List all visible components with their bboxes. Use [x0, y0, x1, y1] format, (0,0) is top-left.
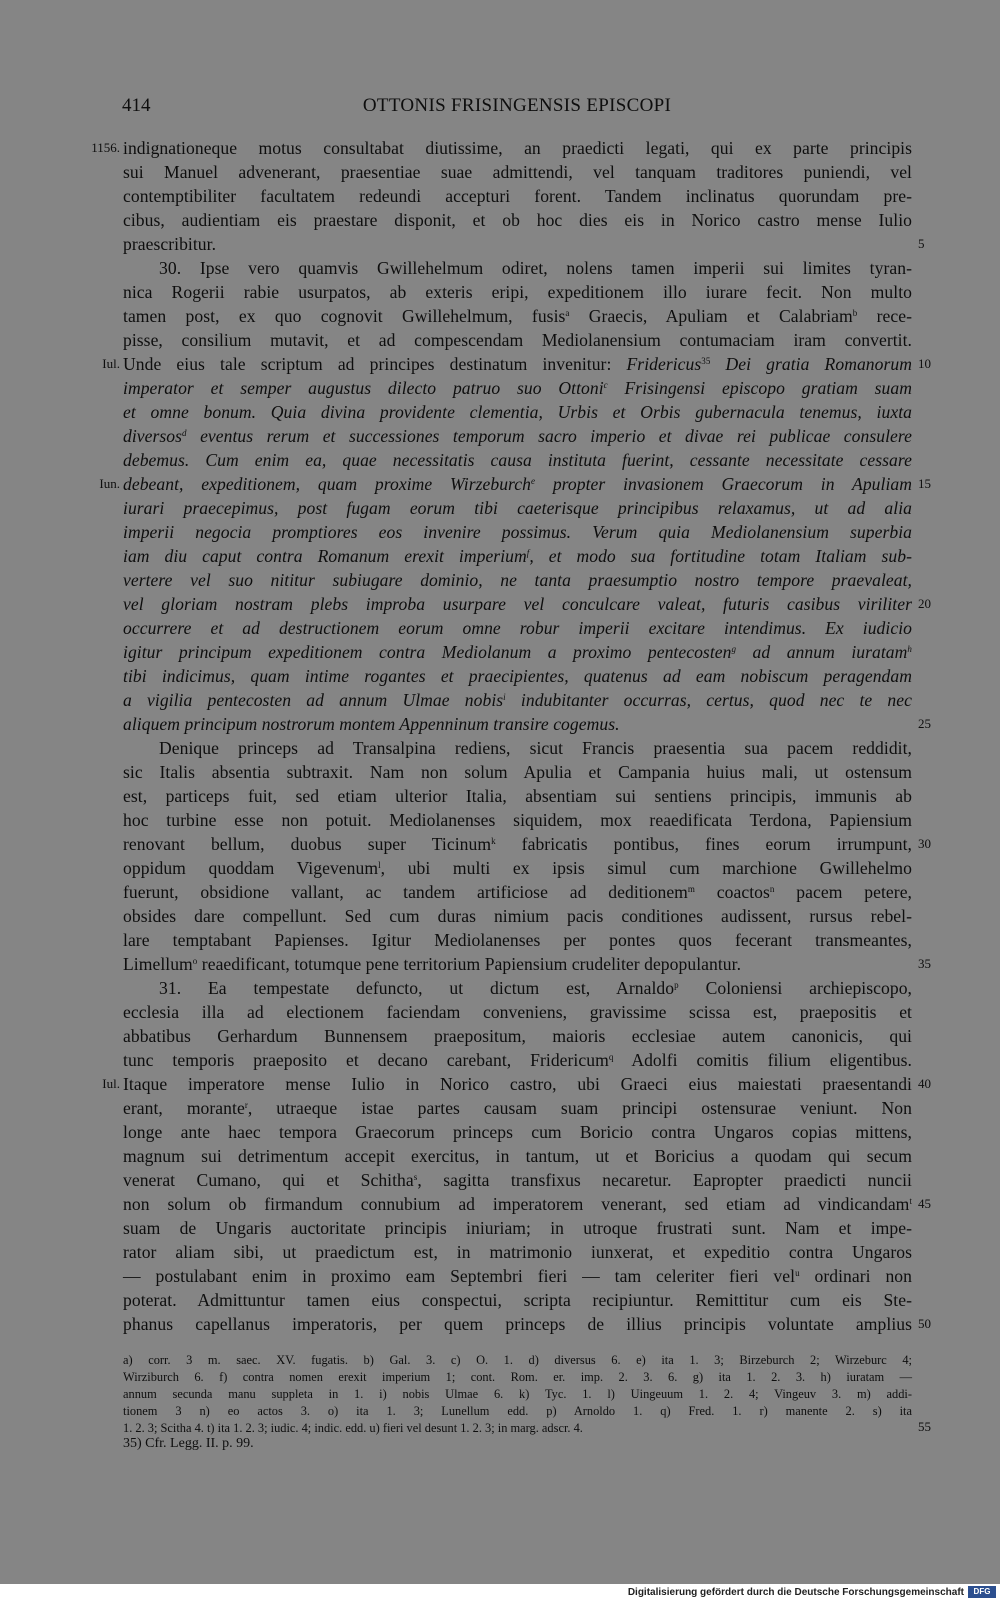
text-line: Limellum$^o$ reaedificant, totumque pene territorium Papiensium crudeliter depopulantur. [123, 954, 742, 974]
text-line: obsides dare compellunt. Sed cum duras nimium pacis conditiones audissent, rursus rebel- [123, 906, 912, 926]
funding-credit: Digitalisierung gefördert durch die Deutsche Forschungsgemeinschaft [627, 1587, 964, 1598]
critical-apparatus [123, 1352, 912, 1437]
text-line: est, particeps fuit, sed etiam ulterior Italia, absentiam sui sentiens principis, immunis ab [123, 786, 912, 806]
line-number-45: 45 [918, 1196, 931, 1211]
text-line: occurrere et ad destructionem eorum omne robur imperii excitare intendimus. Ex iudicio [123, 618, 912, 638]
text-line: et omne bonum. Quia divina providente clementia, Urbis et Orbis gubernacula tenemus, iuxta [123, 402, 912, 422]
text-line: tamen post, ex quo cognovit Gwillehelmum, fusis$^a$ Graecis, Apuliam et Calabriam$^b$ rece- [123, 306, 913, 326]
line-number-50: 50 [918, 1316, 931, 1331]
text-line: 31. Ea tempestate defuncto, ut dictum est, Arnaldo$^p$ Coloniensi archiepiscopo, [159, 978, 912, 998]
text-line: diversos$^d$ eventus rerum et successiones temporum sacro imperio et divae rei publicae consulere [123, 426, 912, 446]
text-line: tunc temporis praeposito et decano carebant, Fridericum$^q$ Adolfi comitis filium eligentibus. [123, 1050, 912, 1070]
line-number-20: 20 [918, 596, 931, 611]
line-number-30: 30 [918, 836, 931, 851]
text-line: 30. Ipse vero quamvis Gwillehelmum odiret, nolens tamen imperii sui limites tyran- [159, 258, 912, 278]
text-line: rator aliam sibi, ut praedictum est, in matrimonio iunxerat, et expeditio contra Ungaros [123, 1242, 912, 1262]
digitization-footer [0, 1584, 1000, 1601]
line-number-40: 40 [918, 1076, 931, 1091]
text-line: vel gloriam nostram plebs improba usurpare vel conculcare valeat, futuris casibus viriliter [123, 594, 912, 614]
main-text [123, 136, 912, 1336]
text-line: cibus, audientiam eis praestare disponit, et ob hoc dies eis in Norico castro mense Iulio [123, 210, 912, 230]
text-line: imperator et semper augustus dilecto patruo suo Ottoni$^c$ Frisingensi episcopo gratiam suam [123, 378, 912, 398]
text-line: iurari praecepimus, post fugam eorum tibi caeterisque principibus relaxamus, ut ad alia [123, 498, 912, 518]
text-line: debemus. Cum enim ea, quae necessitatis causa instituta fuerint, cessante necessitate cessare [123, 450, 912, 470]
text-line: ecclesia illa ad electionem faciendam conveniens, gravissime scissa est, praepositis et [123, 1002, 912, 1022]
text-line: contemptibiliter facultatem redeundi accepturi forent. Tandem inclinatus quorundam pre- [123, 186, 912, 206]
line-number-5: 5 [918, 236, 925, 251]
text-line: abbatibus Gerhardum Bunnensem praepositum, maioris ecclesiae autem canonicis, qui [123, 1026, 912, 1046]
text-line: renovant bellum, duobus super Ticinum$^k$ fabricatis pontibus, fines eorum irrumpunt, [123, 834, 913, 854]
apparatus-line: a) corr. 3 m. saec. XV. fugatis. b) Gal. 3. c) O. 1. d) diversus 6. e) ita 1. 3; Birzeburch 2; Wirzeburc 4; [123, 1353, 912, 1367]
text-line: longe ante haec tempora Graecorum princeps cum Boricio contra Ungaros copias mittens, [123, 1122, 912, 1142]
text-line: poterat. Admittuntur tamen eius conspectui, scripta recipiuntur. Remittitur cum eis Ste- [123, 1290, 912, 1310]
apparatus-line: tionem 3 n) eo actos 3. o) ita 1. 3; Lunellum edd. p) Arnoldo 1. q) Fred. 1. r) manente 2. s) ita [123, 1404, 912, 1418]
text-line: suam de Ungaris auctoritate principis iniuriam; in utroque frustrati sunt. Nam et impe- [123, 1218, 912, 1238]
apparatus-line: annum secunda manu suppleta in 1. i) nobis Ulmae 6. k) Tyc. 1. l) Uingeuum 1. 2. 4; Vingeuv 3. m) addi- [123, 1387, 912, 1401]
running-title: OTTONIS FRISINGENSIS EPISCOPI [362, 95, 672, 116]
text-line: non solum ob firmandum connubium ad imperatorem venerant, sed etiam ad vindicandam$^t$ [123, 1194, 912, 1214]
text-line: igitur principum expeditionem contra Mediolanum a proximo pentecosten$^g$ ad annum iuratam$^h$ [123, 642, 912, 662]
margin-month-iun: Iun. [99, 476, 120, 491]
text-line: nica Rogerii rabie usurpatos, ab exteris eripi, expeditionem illo iurare fecit. Non multo [123, 282, 912, 302]
dfg-logo-icon: DFG [968, 1586, 996, 1598]
text-line: lare temptabant Papienses. Igitur Mediolanenses per pontes quos fecerant transmeantes, [123, 930, 912, 950]
text-line: tibi indicimus, quam intime rogantes et praecipientes, quatenus ad eam nobiscum peragendam [123, 666, 912, 686]
text-line: vertere vel suo nititur subiugare dominio, ne tanta praesumptio nostro tempore praevaleat, [123, 570, 912, 590]
text-line: Unde eius tale scriptum ad principes destinatum invenitur: Fridericus$^{35}$ Dei gratia Romanorum [123, 354, 913, 374]
text-line: hoc turbine esse non potuit. Mediolanenses siquidem, mox reaedificata Terdona, Papiensium [123, 810, 912, 830]
text-line: debeant, expeditionem, quam proxime Wirzeburch$^e$ propter invasionem Graecorum in Apuliam [123, 474, 912, 494]
text-line: oppidum quoddam Vigevenum$^l$, ubi multi ex ipsis simul cum marchione Gwillehelmo [123, 858, 912, 878]
line-number-15: 15 [918, 476, 931, 491]
text-line: sui Manuel advenerant, praesentiae suae admittendi, vel tanquam traditores puniendi, vel [123, 162, 912, 182]
running-header [122, 95, 912, 123]
apparatus-line: Wirziburch 6. f) contra nomen erexit imperium 1; cont. Rom. er. imp. 2. 3. 6. g) ita 1. 2. 3. h) iuratam — [123, 1370, 912, 1384]
line-number-25: 25 [918, 716, 931, 731]
line-number-35: 35 [918, 956, 931, 971]
text-line: Itaque imperatore mense Iulio in Norico castro, ubi Graeci eius maiestati praesentandi [123, 1074, 912, 1094]
text-line: magnum sui detrimentum accepit exercitus, in tantum, ut et Boricius a quodam qui secum [123, 1146, 912, 1166]
apparatus-line: 1. 2. 3; Scitha 4. t) ita 1. 2. 3; iudic. 4; indic. edd. u) fieri vel desunt 1. 2. 3; in marg. adscr. 4. [123, 1421, 583, 1435]
text-line: fuerunt, obsidione vallant, ac tandem artificiose ad deditionem$^m$ coactos$^n$ pacem petere, [123, 882, 912, 902]
text-line: venerat Cumano, qui et Schitha$^s$, sagitta transfixus necaretur. Eapropter praedicti nuncii [123, 1170, 912, 1190]
footnote-35: 35) Cfr. Legg. II. p. 99. [123, 1436, 254, 1451]
margin-month-iul-2: Iul. [102, 1076, 120, 1091]
line-number-55: 55 [918, 1419, 931, 1434]
margin-year: 1156. [91, 140, 120, 155]
text-line: sic Italis absentia subtraxit. Nam non solum Apulia et Campania huius mali, ut ostensum [123, 762, 912, 782]
text-line: a vigilia pentecosten ad annum Ulmae nobis$^i$ indubitanter occurras, certus, quod nec te nec [123, 690, 913, 710]
text-line: Denique princeps ad Transalpina rediens, sicut Francis praesentia sua pacem reddidit, [159, 738, 912, 758]
text-line: indignationeque motus consultabat diutissime, an praedicti legati, qui ex parte principis [123, 138, 912, 158]
text-line: pisse, consilium mutavit, et ad compescendam Mediolanensium contumaciam iram convertit. [123, 330, 912, 350]
text-line: aliquem principum nostrorum montem Appenninum transire cogemus. [123, 714, 620, 734]
text-line: iam diu caput contra Romanum erexit imperium$^f$, et modo sua fortitudine totam Italiam sub- [123, 546, 912, 566]
text-line: imperii negocia promptiores eos invenire possimus. Verum quia Mediolanensium superbia [123, 522, 912, 542]
page-number: 414 [122, 95, 151, 116]
text-line: praescribitur. [123, 234, 217, 254]
text-line: — postulabant enim in proximo eam Septembri fieri — tam celeriter fieri vel$^u$ ordinari non [123, 1266, 912, 1286]
margin-month-iul: Iul. [102, 356, 120, 371]
line-number-10: 10 [918, 356, 931, 371]
text-line: erant, morante$^r$, utraeque istae partes causam suam principi ostensurae veniunt. Non [123, 1098, 912, 1118]
text-line: phanus capellanus imperatoris, per quem princeps de illius principis voluntate amplius [123, 1314, 912, 1334]
